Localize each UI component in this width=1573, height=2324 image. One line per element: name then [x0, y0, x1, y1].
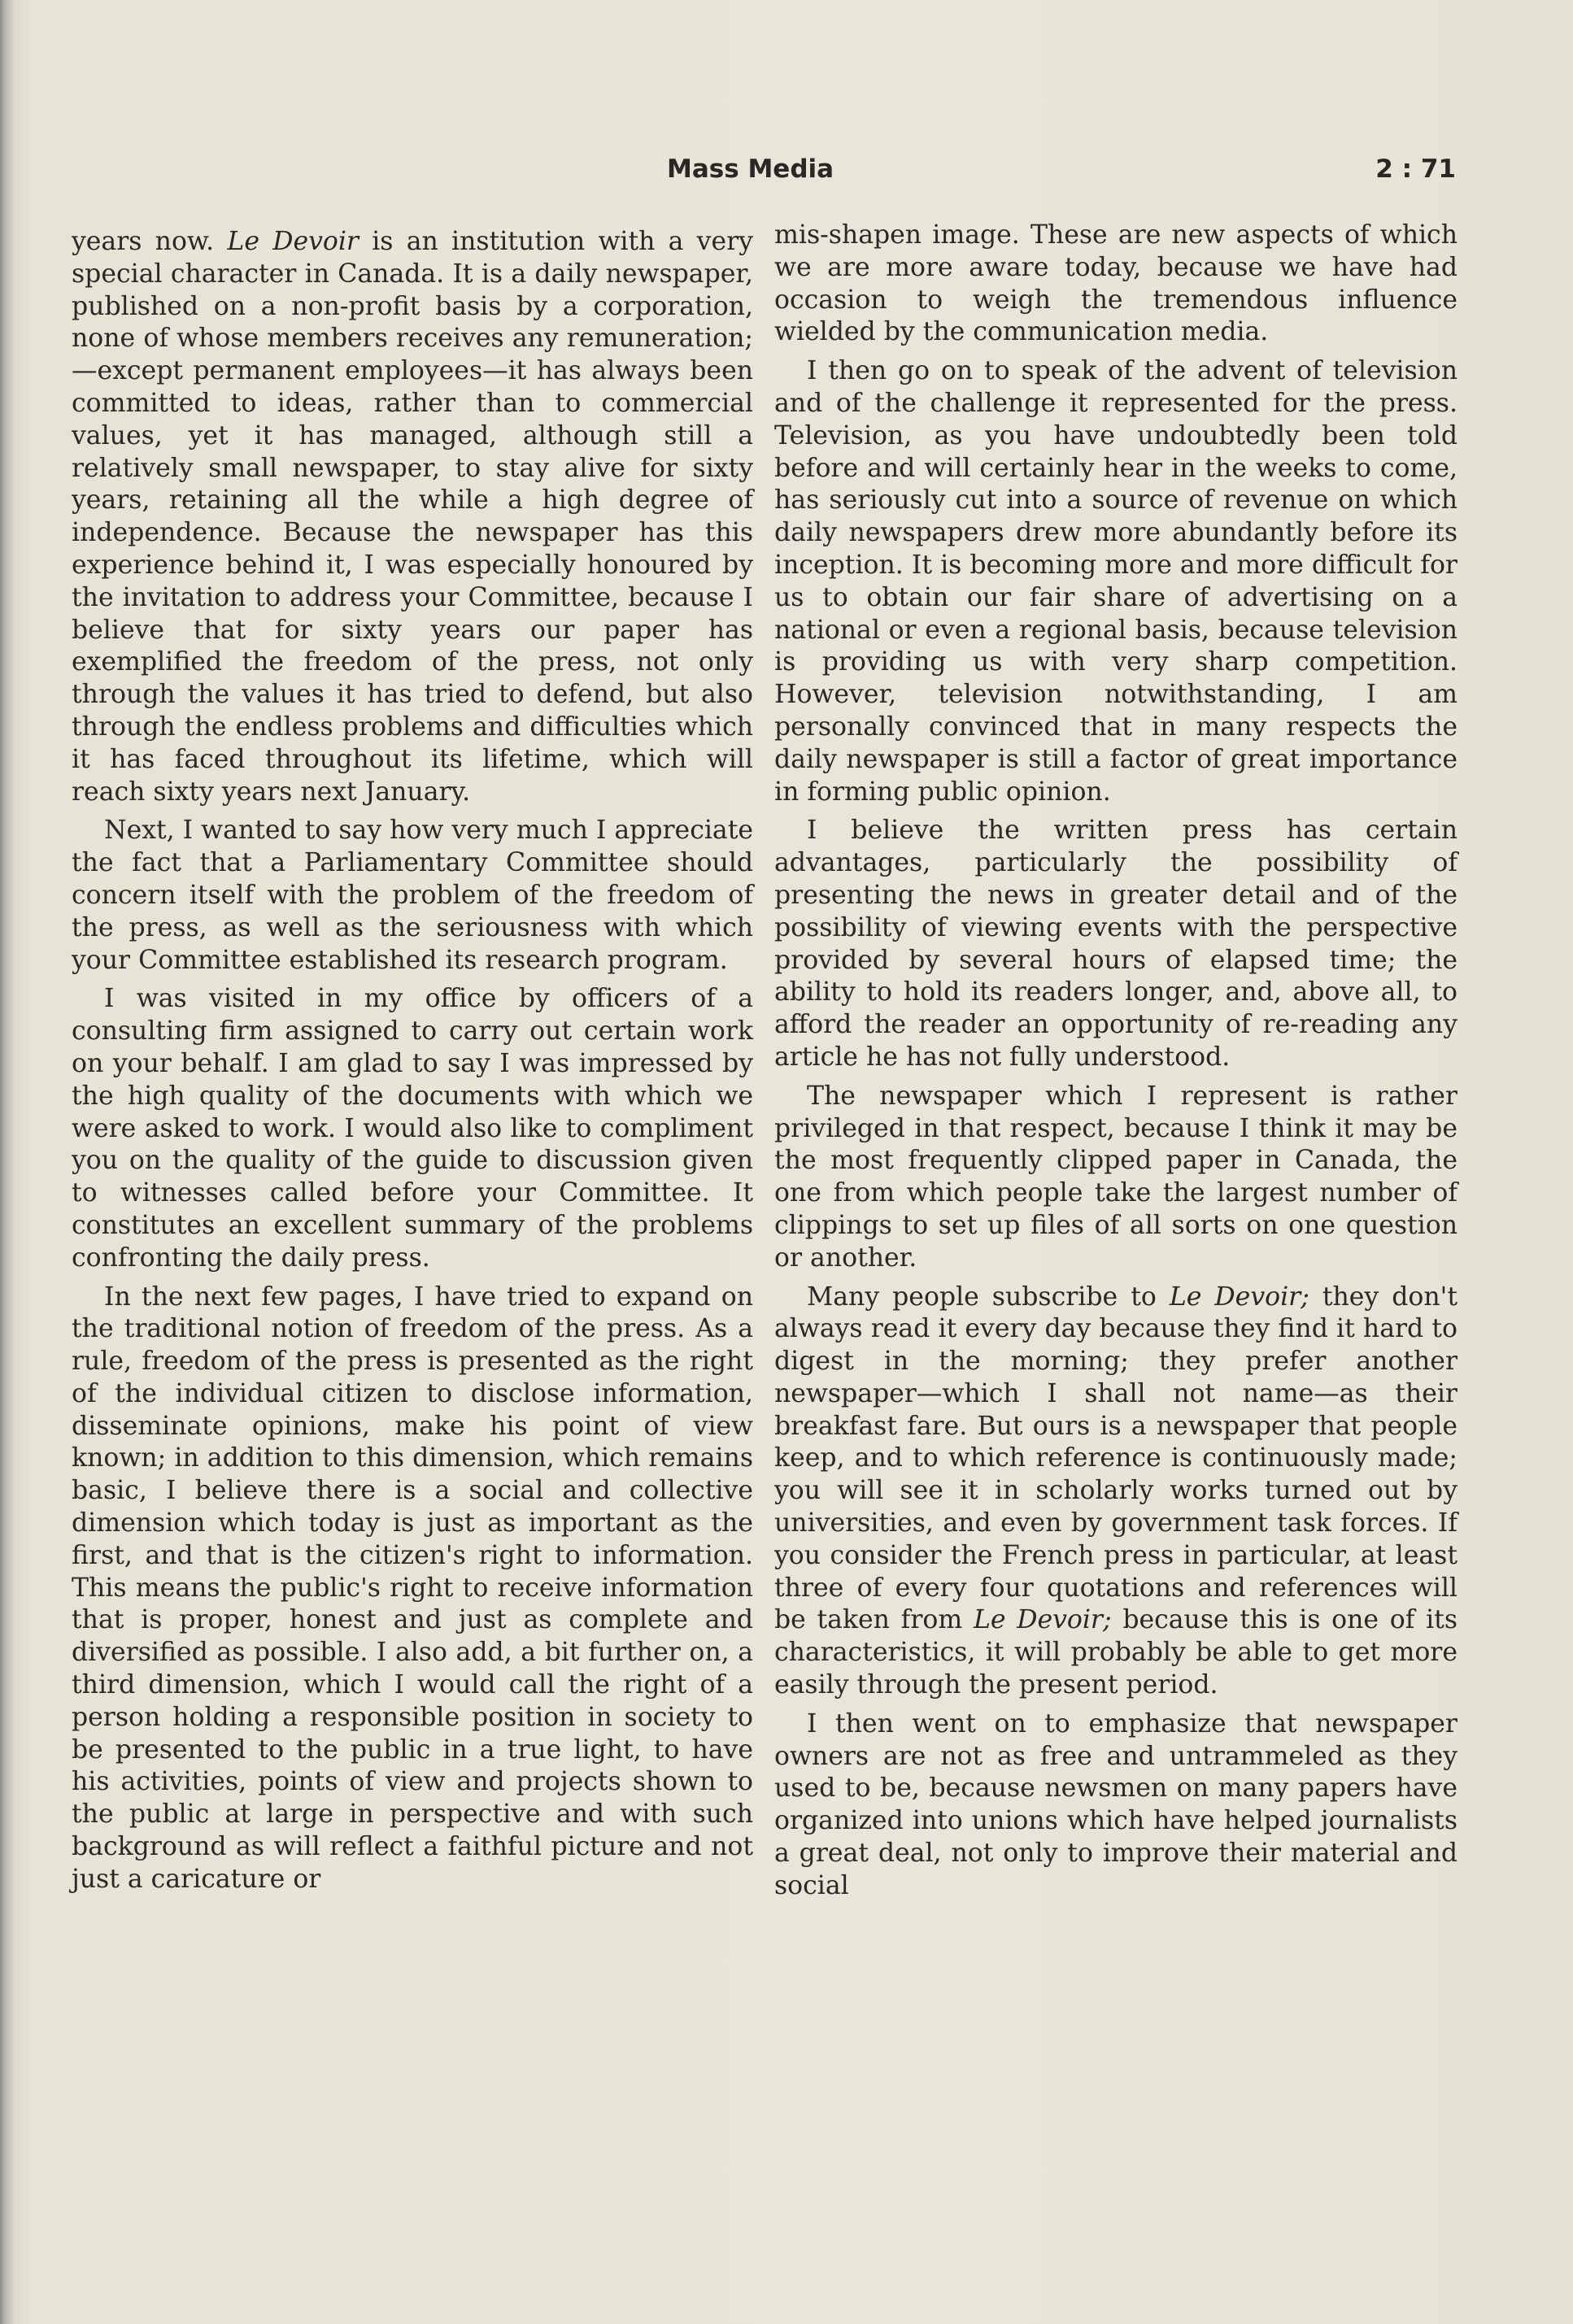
paragraph: I then go on to speak of the advent of television and of the challenge it represented for the press. Television, as you have undoubtedly been told before and will certainly hear in the weeks to come, has seriously cut into a source of revenue on which daily newspapers drew more abundantly before its inception. It is becoming more and more difficult for us to obtain our fair share of advertising on a national or even a regional basis, because television is providing us with very sharp competition. However, television notwithstanding, I am personally convinced that in many respects the daily newspaper is still a factor of great importance in forming public opinion.	[774, 356, 1458, 807]
paragraph: Many people subscribe to Le Devoir; they don't always read it every day because they find it hard to digest in the morning; they prefer another newspaper—which I shall not name—as their breakfast fare. But ours is a newspaper that people keep, and to which reference is continuously made; you will see it in scholarly works turned out by universities, and even by government task forces. If you consider the French press in particular, at least three of every four quotations and references will be taken from Le Devoir; because this is one of its characteristics, it will probably be able to get more easily through the present period.	[774, 1282, 1458, 1700]
paragraph: years now. Le Devoir is an institution with a very special character in Canada. It is a daily newspaper, published on a non-profit basis by a corporation, none of whose members receives any remuneration;—except permanent employees—it has always been committed to ideas, rather than to commercial values, yet it has managed, although still a relatively small newspaper, to stay alive for sixty years, retaining all the while a high degree of independence. Because the newspaper has this experience behind it, I was especially honoured by the invitation to address your Committee, because I believe that for sixty years our paper has exemplified the freedom of the press, not only through the values it has tried to defend, but also through the endless problems and difficulties which it has faced throughout its lifetime, which will reach sixty years next January.	[72, 227, 753, 807]
paragraph: The newspaper which I represent is rather privileged in that respect, because I think it may be the most frequently clipped paper in Canada, the one from which people take the largest number of clippings to set up files of all sorts on one question or another.	[774, 1081, 1458, 1273]
running-head: Mass Media	[667, 154, 834, 184]
paragraph: In the next few pages, I have tried to expand on the traditional notion of freedom of the press. As a rule, freedom of the press is presented as the right of the individual citizen to disclose information, disseminate opinions, make his point of view known; in addition to this dimension, which remains basic, I believe there is a social and collective dimension which today is just as important as the first, and that is the citizen's right to information. This means the public's right to receive information that is proper, honest and just as complete and diversified as possible. I also add, a bit further on, a third dimension, which I would call the right of a person holding a responsible position in society to be presented to the public in a true light, to have his activities, points of view and projects shown to the public at large in perspective and with such background as will reflect a faithful picture and not just a caricature or	[72, 1282, 753, 1894]
paragraph: I was visited in my office by officers of a consulting firm assigned to carry out certain work on your behalf. I am glad to say I was impressed by the high quality of the documents with which we were asked to work. I would also like to compliment you on the quality of the guide to discussion given to witnesses called before your Committee. It constitutes an excellent summary of the problems confronting the daily press.	[72, 984, 753, 1273]
paragraph: mis-shapen image. These are new aspects of which we are more aware today, because we have had occasion to weigh the tremendous influence wielded by the communication media.	[774, 220, 1458, 347]
paragraph: Next, I wanted to say how very much I appreciate the fact that a Parliamentary Committee should concern itself with the problem of the freedom of the press, as well as the seriousness with which your Committee established its research program.	[72, 816, 753, 975]
right-column	[774, 220, 1458, 1909]
paragraph: I then went on to emphasize that newspaper owners are not as free and untrammeled as they used to be, because newsmen on many papers have organized into unions which have helped journalists a great deal, not only to improve their material and social	[774, 1708, 1458, 1900]
left-column	[72, 226, 753, 1903]
page-header	[73, 154, 1472, 195]
paragraph: I believe the written press has certain advantages, particularly the possibility of presenting the news in greater detail and of the possibility of viewing events with the perspective provided by several hours of elapsed time; the ability to hold its readers longer, and, above all, to afford the reader an opportunity of re-reading any article he has not fully understood.	[774, 816, 1458, 1072]
page-number: 2 : 71	[1375, 154, 1456, 184]
